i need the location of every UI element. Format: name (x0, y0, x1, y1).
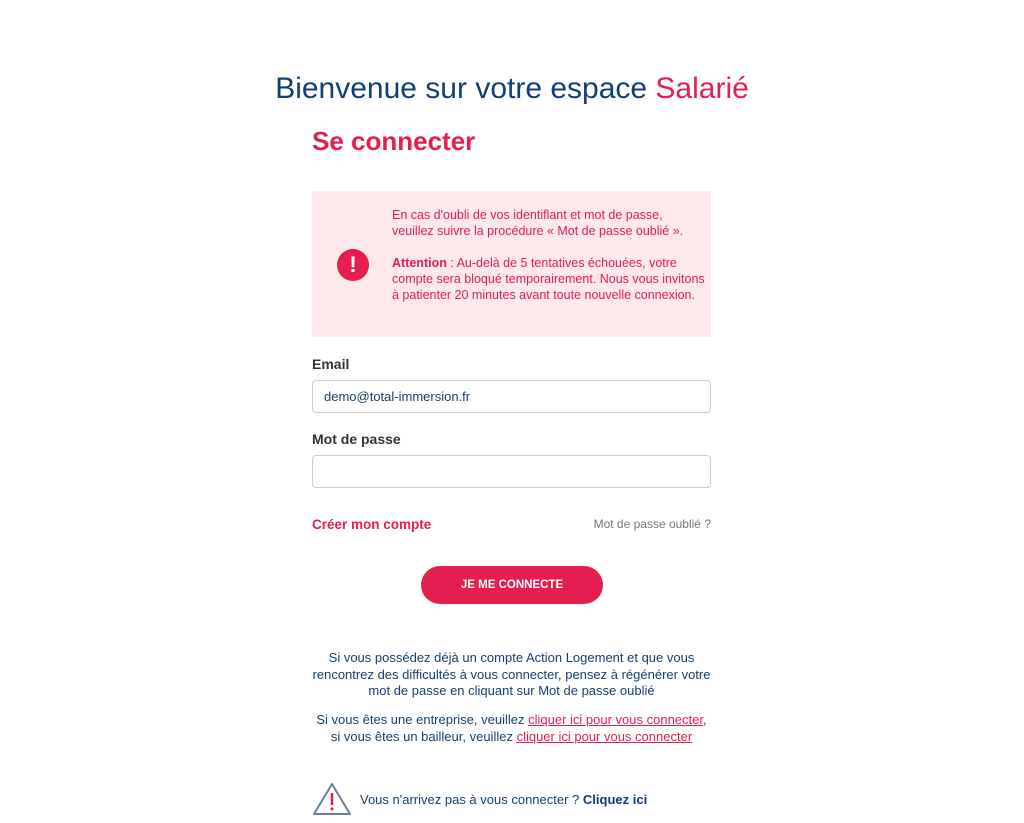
alert-attention (392, 255, 707, 303)
help-text: Vous n'arrivez pas à vous connecter ? (360, 791, 583, 807)
info-links (312, 712, 711, 745)
company-login-link[interactable]: cliquer ici pour vous connecter (528, 712, 703, 727)
warning-triangle-icon (312, 782, 352, 816)
exclamation-circle-icon: ! (337, 249, 369, 281)
info-text-b: , si vous êtes un bailleur, veuillez (330, 712, 707, 744)
email-input[interactable] (312, 380, 711, 413)
title-text: Bienvenue sur votre espace (275, 72, 656, 105)
attention-label: Attention (392, 256, 447, 270)
login-heading: Se connecter (312, 126, 476, 156)
alert-box (312, 191, 711, 337)
create-account-link[interactable]: Créer mon compte (312, 517, 432, 532)
info-text-a: Si vous êtes une entreprise, veuillez (316, 712, 529, 727)
password-input[interactable] (312, 455, 711, 488)
email-label: Email (312, 356, 350, 372)
title-highlight: Salarié (655, 72, 749, 105)
attention-text: : Au-delà de 5 tentatives échouées, votre compte sera bloqué temporairement. Nous vous invitons à patienter 20 minutes avant toute nouvelle connexion. (392, 256, 705, 302)
help-row (312, 782, 647, 816)
forgot-password-link[interactable]: Mot de passe oublié ? (593, 517, 711, 531)
login-button[interactable]: JE ME CONNECTE (421, 566, 603, 604)
info-text: Si vous possédez déjà un compte Action Logement et que vous rencontrez des difficultés à vous connecter, pensez à régénérer votre mot de passe en cliquant sur Mot de passe oublié (312, 650, 711, 698)
alert-line1: En cas d'oubli de vos identiflant et mot de passe, veuillez suivre la procédure « Mot de passe oublié ». (392, 208, 684, 238)
password-label: Mot de passe (312, 431, 401, 447)
landlord-login-link[interactable]: cliquer ici pour vous connecter (516, 728, 693, 744)
page-title (0, 72, 1024, 106)
help-link[interactable]: Cliquez ici (582, 791, 648, 807)
